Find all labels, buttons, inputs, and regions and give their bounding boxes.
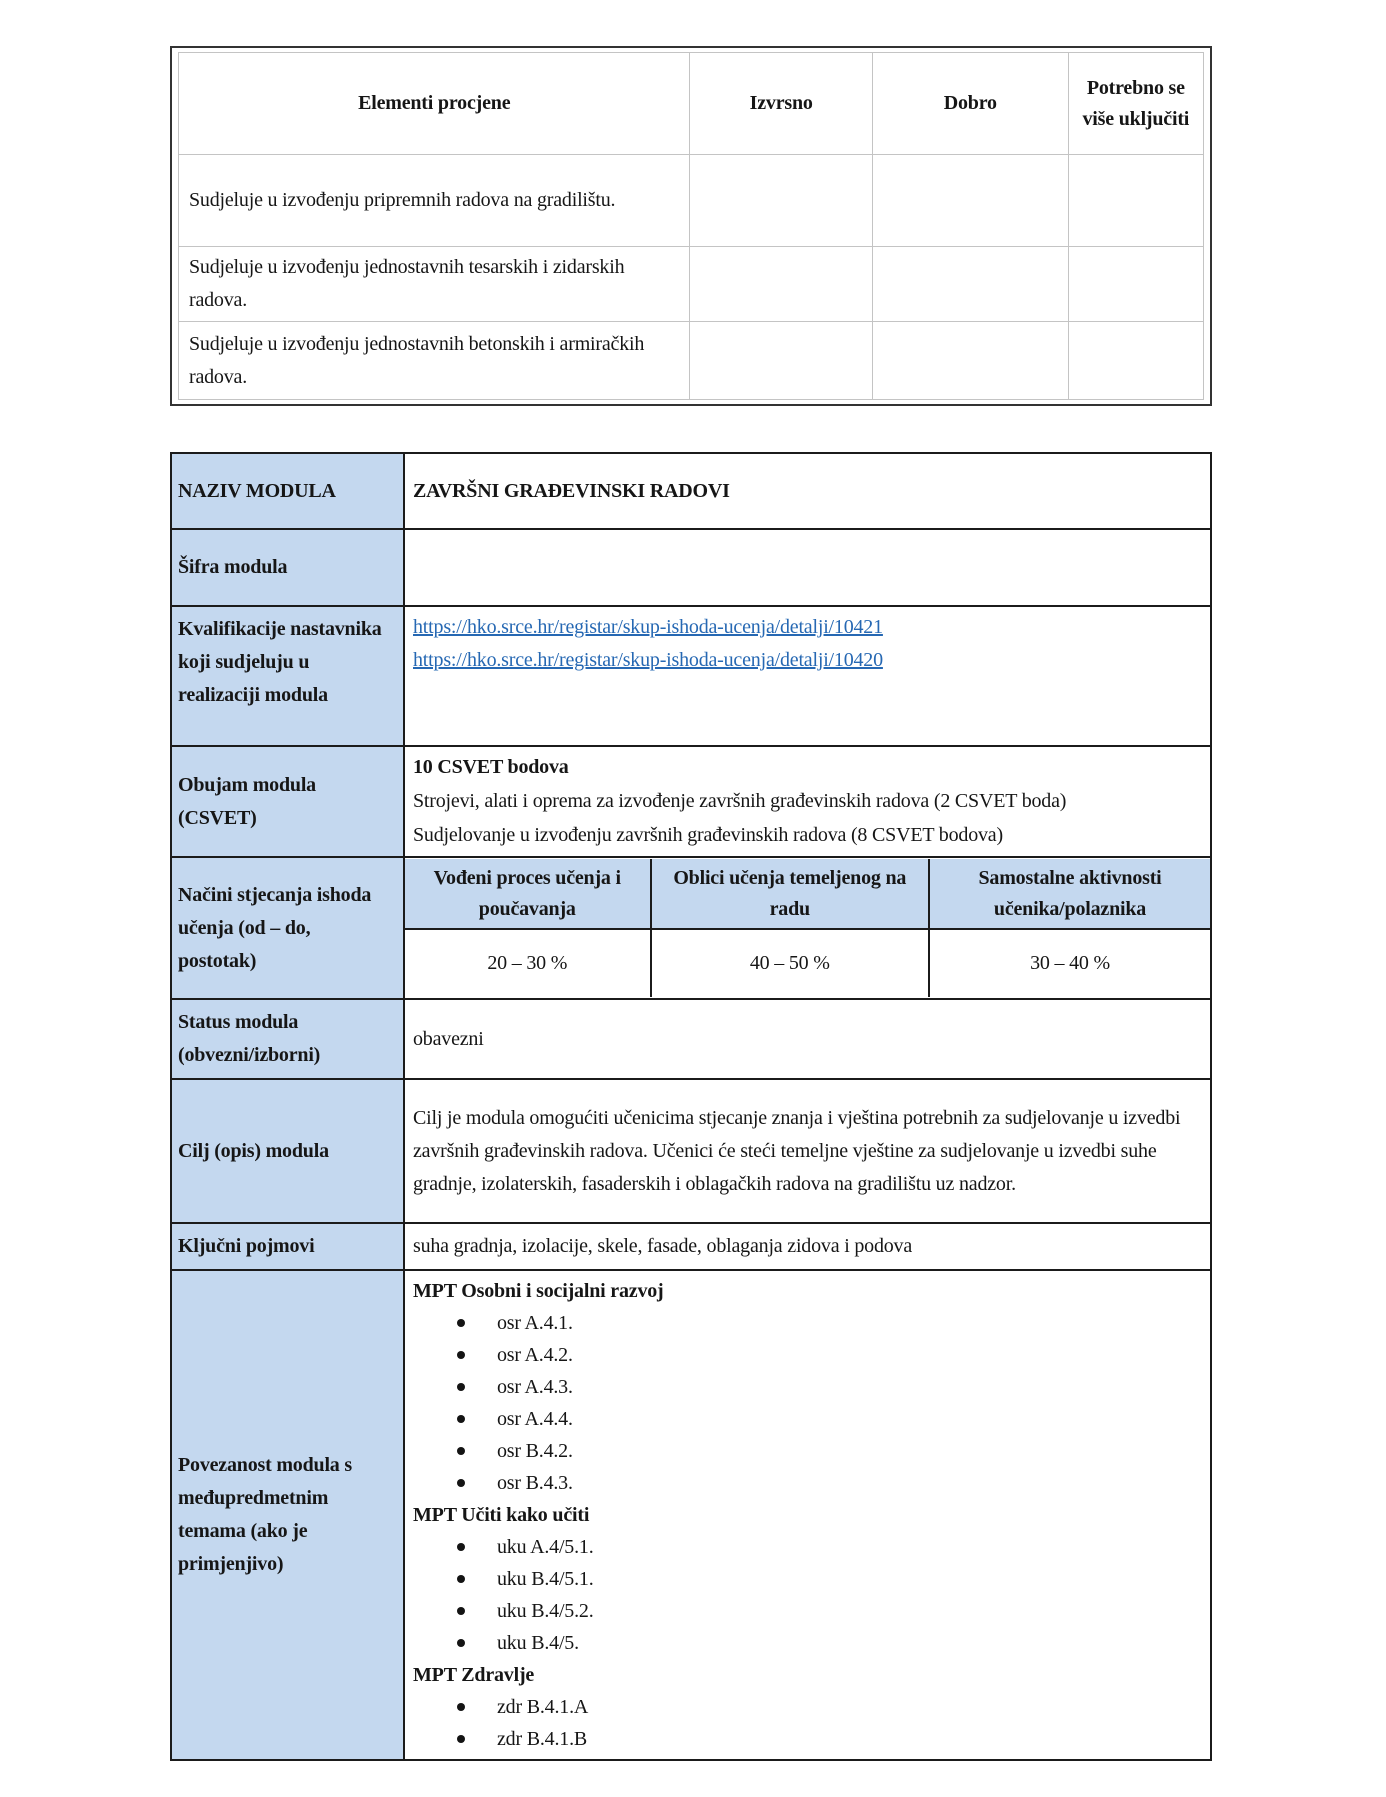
hko-registar-link[interactable]: https://hko.srce.hr/registar/skup-ishoda-ucenja/detalji/10421 bbox=[413, 616, 883, 638]
mpt-item: osr A.4.3. bbox=[413, 1371, 1198, 1403]
assessment-cell-izvrsno bbox=[690, 155, 872, 247]
nacini-header-vodeni: Vođeni proces učenja i poučavanja bbox=[405, 859, 651, 929]
nacini-value-vodeni: 20 – 30 % bbox=[405, 929, 651, 997]
obujam-line: Sudjelovanje u izvođenju završnih građevinskih radova (8 CSVET bodova) bbox=[413, 824, 1003, 846]
value-status-modula: obavezni bbox=[404, 999, 1211, 1079]
mpt-item-list bbox=[413, 1307, 1198, 1499]
assessment-cell-izvrsno bbox=[690, 322, 872, 400]
label-povezanost-mpt: Povezanost modula s međupredmetnim temama (ako je primjenjivo) bbox=[171, 1270, 404, 1760]
row-status-modula bbox=[171, 999, 1211, 1079]
value-naziv-modula: ZAVRŠNI GRAĐEVINSKI RADOVI bbox=[404, 453, 1211, 529]
value-povezanost-mpt bbox=[404, 1270, 1211, 1760]
label-sifra-modula: Šifra modula bbox=[171, 529, 404, 606]
mpt-item-list bbox=[413, 1691, 1198, 1755]
hko-registar-link[interactable]: https://hko.srce.hr/registar/skup-ishoda-ucenja/detalji/10420 bbox=[413, 649, 883, 671]
assessment-cell-dobro bbox=[872, 155, 1068, 247]
module-table bbox=[170, 452, 1212, 1761]
value-sifra-modula bbox=[404, 529, 1211, 606]
label-kljucni-pojmovi: Ključni pojmovi bbox=[171, 1223, 404, 1270]
row-nacini-stjecanja bbox=[171, 857, 1211, 999]
assessment-criterion-text: Sudjeluje u izvođenju pripremnih radova na gradilištu. bbox=[179, 155, 690, 247]
assessment-table-frame bbox=[170, 46, 1212, 406]
mpt-section-heading: MPT Zdravlje bbox=[413, 1664, 535, 1686]
mpt-item: osr A.4.2. bbox=[413, 1339, 1198, 1371]
assessment-cell-dobro bbox=[872, 322, 1068, 400]
assessment-criterion-text: Sudjeluje u izvođenju jednostavnih tesarskih i zidarskih radova. bbox=[179, 247, 690, 322]
assessment-row bbox=[179, 247, 1204, 322]
assessment-cell-izvrsno bbox=[690, 247, 872, 322]
assessment-header-potrebno: Potrebno se više uključiti bbox=[1068, 53, 1203, 155]
assessment-header-dobro: Dobro bbox=[872, 53, 1068, 155]
obujam-line: Strojevi, alati i oprema za izvođenje završnih građevinskih radova (2 CSVET boda) bbox=[413, 790, 1067, 812]
mpt-item: osr B.4.2. bbox=[413, 1435, 1198, 1467]
row-povezanost-mpt bbox=[171, 1270, 1211, 1760]
nacini-table bbox=[405, 859, 1210, 997]
mpt-section-heading: MPT Osobni i socijalni razvoj bbox=[413, 1280, 664, 1302]
mpt-item: uku B.4/5.2. bbox=[413, 1595, 1198, 1627]
mpt-section-heading: MPT Učiti kako učiti bbox=[413, 1504, 590, 1526]
nacini-header-row bbox=[405, 859, 1210, 929]
mpt-item: osr A.4.4. bbox=[413, 1403, 1198, 1435]
mpt-item: uku B.4/5. bbox=[413, 1627, 1198, 1659]
nacini-values-row bbox=[405, 929, 1210, 997]
mpt-item: osr A.4.1. bbox=[413, 1307, 1198, 1339]
nacini-header-samostalne: Samostalne aktivnosti učenika/polaznika bbox=[929, 859, 1210, 929]
label-obujam-modula: Obujam modula (CSVET) bbox=[171, 746, 404, 857]
document-content bbox=[170, 46, 1212, 1761]
mpt-section bbox=[413, 1659, 1198, 1755]
assessment-table bbox=[178, 52, 1204, 400]
assessment-cell-potrebno bbox=[1068, 322, 1203, 400]
assessment-header-row bbox=[179, 53, 1204, 155]
row-kvalifikacije bbox=[171, 606, 1211, 746]
nacini-value-oblici: 40 – 50 % bbox=[651, 929, 930, 997]
assessment-cell-potrebno bbox=[1068, 247, 1203, 322]
label-kvalifikacije: Kvalifikacije nastavnika koji sudjeluju u realizaciji modula bbox=[171, 606, 404, 746]
row-kljucni-pojmovi bbox=[171, 1223, 1211, 1270]
label-status-modula: Status modula (obvezni/izborni) bbox=[171, 999, 404, 1079]
label-nacini-stjecanja: Načini stjecanja ishoda učenja (od – do, postotak) bbox=[171, 857, 404, 999]
row-cilj-modula bbox=[171, 1079, 1211, 1223]
row-sifra-modula bbox=[171, 529, 1211, 606]
mpt-section bbox=[413, 1499, 1198, 1659]
label-naziv-modula: NAZIV MODULA bbox=[171, 453, 404, 529]
mpt-section bbox=[413, 1275, 1198, 1499]
value-obujam-modula bbox=[404, 746, 1211, 857]
assessment-row bbox=[179, 155, 1204, 247]
assessment-cell-dobro bbox=[872, 247, 1068, 322]
mpt-item: uku A.4/5.1. bbox=[413, 1531, 1198, 1563]
assessment-row bbox=[179, 322, 1204, 400]
assessment-cell-potrebno bbox=[1068, 155, 1203, 247]
assessment-criterion-text: Sudjeluje u izvođenju jednostavnih betonskih i armiračkih radova. bbox=[179, 322, 690, 400]
value-cilj-modula: Cilj je modula omogućiti učenicima stjecanje znanja i vještina potrebnih za sudjelovanje u izvedbi završnih građevinskih radova. Učenici će steći temeljne vještine za sudjelovanje u izvedbi suhe gradnje, izolaterskih, fasaderskih i oblagačkih radova na gradilištu uz nadzor. bbox=[404, 1079, 1211, 1223]
assessment-header-izvrsno: Izvrsno bbox=[690, 53, 872, 155]
mpt-item-list bbox=[413, 1531, 1198, 1659]
nacini-nested-holder bbox=[404, 857, 1211, 999]
value-kvalifikacije-links bbox=[404, 606, 1211, 746]
mpt-item: uku B.4/5.1. bbox=[413, 1563, 1198, 1595]
nacini-header-oblici: Oblici učenja temeljenog na radu bbox=[651, 859, 930, 929]
mpt-item: zdr B.4.1.A bbox=[413, 1691, 1198, 1723]
row-obujam-modula bbox=[171, 746, 1211, 857]
row-naziv-modula bbox=[171, 453, 1211, 529]
mpt-item: osr B.4.3. bbox=[413, 1467, 1198, 1499]
label-cilj-modula: Cilj (opis) modula bbox=[171, 1079, 404, 1223]
mpt-item: zdr B.4.1.B bbox=[413, 1723, 1198, 1755]
obujam-total-bodova: 10 CSVET bodova bbox=[413, 756, 569, 778]
assessment-header-elementi: Elementi procjene bbox=[179, 53, 690, 155]
nacini-value-samostalne: 30 – 40 % bbox=[929, 929, 1210, 997]
value-kljucni-pojmovi: suha gradnja, izolacije, skele, fasade, oblaganja zidova i podova bbox=[404, 1223, 1211, 1270]
